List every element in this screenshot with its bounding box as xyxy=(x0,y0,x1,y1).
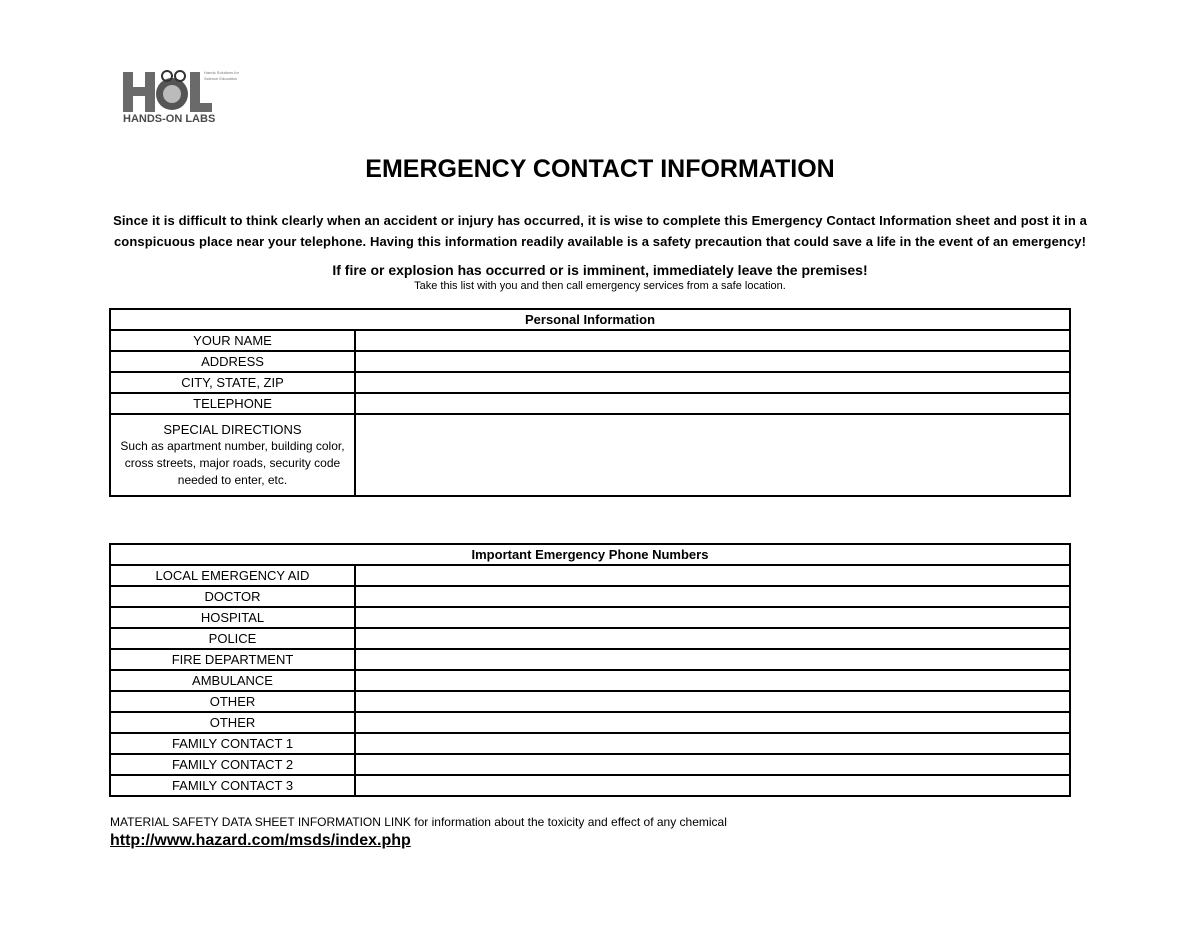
table-row xyxy=(110,565,1070,586)
table-row xyxy=(110,691,1070,712)
row-label: ADDRESS xyxy=(110,351,355,372)
msds-link[interactable]: http://www.hazard.com/msds/index.php xyxy=(110,832,411,849)
row-label: FAMILY CONTACT 1 xyxy=(110,733,355,754)
your-name-field[interactable] xyxy=(355,330,1070,351)
row-label: CITY, STATE, ZIP xyxy=(110,372,355,393)
intro-paragraph: Since it is difficult to think clearly when an accident or injury has occurred, it is wise to complete this Emergency Contact Information sheet and post it in a conspicuous place near your telephone. Having this information readily available is a safety precaution that could save a life in the event of an emergency! xyxy=(113,213,1087,249)
family-contact-3-field[interactable] xyxy=(355,775,1070,796)
row-label: FAMILY CONTACT 2 xyxy=(110,754,355,775)
table-row xyxy=(110,712,1070,733)
hospital-field[interactable] xyxy=(355,607,1070,628)
emergency-phone-numbers-table xyxy=(109,543,1071,797)
special-directions-field[interactable] xyxy=(355,414,1070,496)
page-title: EMERGENCY CONTACT INFORMATION xyxy=(365,155,835,183)
family-contact-1-field[interactable] xyxy=(355,733,1070,754)
table-row xyxy=(110,775,1070,796)
row-label: FIRE DEPARTMENT xyxy=(110,649,355,670)
logo-wordmark: HANDS-ON LABS xyxy=(123,113,216,125)
row-label: DOCTOR xyxy=(110,586,355,607)
personal-information-header: Personal Information xyxy=(110,309,1070,330)
row-label: TELEPHONE xyxy=(110,393,355,414)
row-label: FAMILY CONTACT 3 xyxy=(110,775,355,796)
logo-tagline: Hands Solutions for Science Education xyxy=(204,70,239,81)
table-row xyxy=(110,670,1070,691)
row-label: POLICE xyxy=(110,628,355,649)
address-field[interactable] xyxy=(355,351,1070,372)
telephone-field[interactable] xyxy=(355,393,1070,414)
ambulance-field[interactable] xyxy=(355,670,1070,691)
table-row xyxy=(110,330,1070,351)
doctor-field[interactable] xyxy=(355,586,1070,607)
table-row xyxy=(110,649,1070,670)
special-directions-title: SPECIAL DIRECTIONS xyxy=(163,422,302,437)
table-row xyxy=(110,586,1070,607)
row-label: LOCAL EMERGENCY AID xyxy=(110,565,355,586)
row-label: HOSPITAL xyxy=(110,607,355,628)
table-row xyxy=(110,754,1070,775)
personal-information-table xyxy=(109,308,1071,497)
row-label: OTHER xyxy=(110,712,355,733)
table-row xyxy=(110,628,1070,649)
row-label: OTHER xyxy=(110,691,355,712)
fire-warning-subline: Take this list with you and then call emergency services from a safe location. xyxy=(414,280,786,292)
special-directions-label xyxy=(110,414,355,496)
row-label: AMBULANCE xyxy=(110,670,355,691)
row-label: YOUR NAME xyxy=(110,330,355,351)
table-row xyxy=(110,733,1070,754)
special-directions-note: Such as apartment number, building color, cross streets, major roads, security code needed to enter, etc. xyxy=(120,439,345,487)
other-field-1[interactable] xyxy=(355,691,1070,712)
msds-label: MATERIAL SAFETY DATA SHEET INFORMATION LINK for information about the toxicity and effect of any chemical xyxy=(110,815,727,829)
fire-warning-headline: If fire or explosion has occurred or is imminent, immediately leave the premises! xyxy=(332,262,868,278)
city-state-zip-field[interactable] xyxy=(355,372,1070,393)
table-row xyxy=(110,372,1070,393)
other-field-2[interactable] xyxy=(355,712,1070,733)
fire-department-field[interactable] xyxy=(355,649,1070,670)
police-field[interactable] xyxy=(355,628,1070,649)
local-emergency-aid-field[interactable] xyxy=(355,565,1070,586)
family-contact-2-field[interactable] xyxy=(355,754,1070,775)
table-row xyxy=(110,351,1070,372)
table-row xyxy=(110,414,1070,496)
table-row xyxy=(110,607,1070,628)
table-row xyxy=(110,393,1070,414)
phone-numbers-header: Important Emergency Phone Numbers xyxy=(110,544,1070,565)
